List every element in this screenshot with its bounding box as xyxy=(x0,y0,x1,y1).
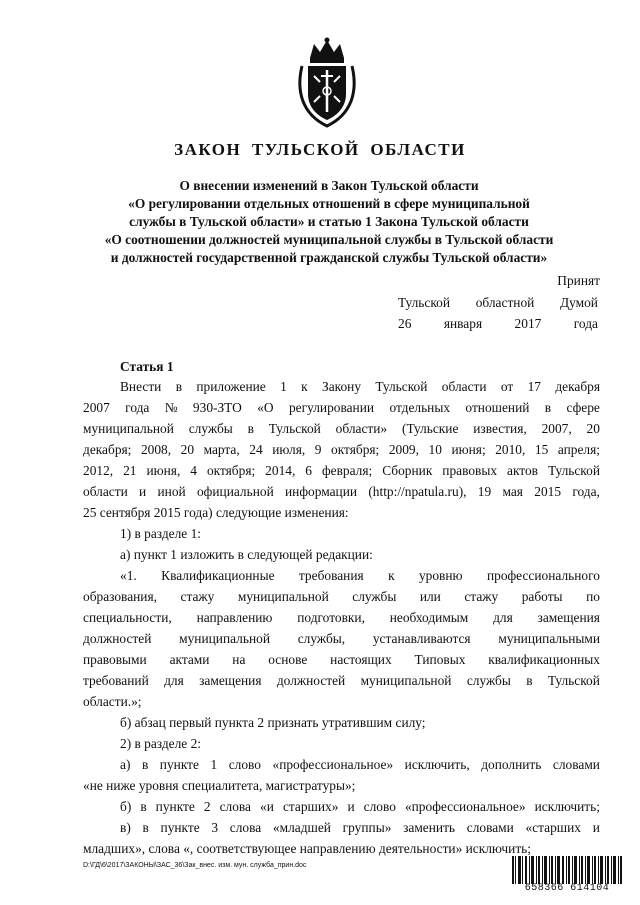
word: заменить xyxy=(403,820,456,835)
word: № xyxy=(164,400,178,415)
word: муниципальными xyxy=(498,631,600,646)
article-text-line xyxy=(120,757,600,773)
word: области» xyxy=(335,421,388,436)
word: иной xyxy=(157,484,186,499)
barcode xyxy=(511,856,623,894)
word: 21 xyxy=(123,463,137,478)
article-text-line xyxy=(83,484,600,500)
word: 17 xyxy=(527,379,541,394)
adopted-by-word: Думой xyxy=(559,295,598,310)
word: «и xyxy=(260,799,274,814)
article-text-line: 2) в разделе 2: xyxy=(120,736,202,751)
article-text-line: а) пункт 1 изложить в следующей редакции: xyxy=(120,547,373,562)
adoption-date-day: 26 xyxy=(398,316,412,331)
article-text-line: области.»; xyxy=(83,694,142,709)
word: по xyxy=(586,589,600,604)
article-text-line: 25 сентября 2015 года) следующие изменения: xyxy=(83,505,349,520)
word: 2014, xyxy=(265,463,296,478)
word: «младшей xyxy=(272,820,331,835)
word: и xyxy=(592,820,600,835)
word: муниципальной xyxy=(360,673,452,688)
subtitle-line: О внесении изменений в Закон Тульской области xyxy=(179,178,479,193)
word: Тульской xyxy=(268,421,321,436)
adopted-by-word: областной xyxy=(475,295,535,310)
word: 2009, xyxy=(388,442,419,457)
adoption-date-suffix: года xyxy=(573,316,598,331)
word: а) xyxy=(120,757,131,772)
word: Квалификационные xyxy=(161,568,275,583)
article-text-line xyxy=(83,610,600,626)
word: требований xyxy=(83,673,149,688)
word: работы xyxy=(521,589,563,604)
word: в xyxy=(544,400,552,415)
word: 15 xyxy=(534,442,549,457)
word: отдельных xyxy=(389,400,451,415)
word: или xyxy=(419,589,441,604)
article-heading: Статья 1 xyxy=(120,359,174,374)
word: (Тульские xyxy=(401,421,459,436)
word: службы, xyxy=(297,631,346,646)
word: к xyxy=(388,568,395,583)
word: устанавливаются xyxy=(372,631,471,646)
word: 930-ЗТО xyxy=(192,400,242,415)
word: к xyxy=(301,379,308,394)
word: 2015 xyxy=(534,484,562,499)
word: Закону xyxy=(321,379,362,394)
word: «профессиональное» xyxy=(404,799,526,814)
word: 1 xyxy=(210,757,218,772)
barcode-bars xyxy=(511,856,623,884)
subtitle-line: «О регулировании отдельных отношений в сфере муниципальной xyxy=(128,196,530,211)
word: июня, xyxy=(146,463,181,478)
subtitle-line: и должностей государственной гражданской службы Тульской области» xyxy=(110,250,548,265)
word: июля, xyxy=(272,442,306,457)
word: «профессиональное» xyxy=(272,757,394,772)
word: 20 xyxy=(586,421,600,436)
article-text-line: младших», слова «, соответствующее направлению деятельности» исключить; xyxy=(83,841,532,856)
adopted-by-word: Тульской xyxy=(398,295,451,310)
word: в xyxy=(142,820,149,835)
word: и xyxy=(139,484,147,499)
word: октября; xyxy=(206,463,256,478)
word: области xyxy=(441,379,487,394)
article-text-line: 1) в разделе 1: xyxy=(120,526,202,541)
word: муниципальной xyxy=(179,631,270,646)
word: службы xyxy=(466,673,511,688)
word: в xyxy=(140,799,147,814)
word: требования xyxy=(298,568,364,583)
article-text-line xyxy=(83,631,600,647)
word: в xyxy=(247,421,254,436)
barcode-number: 658366 614104 xyxy=(524,883,610,894)
word: Сборник xyxy=(382,463,433,478)
article-text-line: «не ниже уровня специалитета, магистратуры»; xyxy=(83,778,356,793)
word: регулировании xyxy=(288,400,375,415)
article-text-line xyxy=(83,463,600,479)
word: информации xyxy=(285,484,358,499)
word: службы xyxy=(352,589,397,604)
word: 3 xyxy=(211,820,219,835)
word: квалификационных xyxy=(488,652,600,667)
word: от xyxy=(500,379,514,394)
word: 2010, xyxy=(495,442,526,457)
word: 2012, xyxy=(83,463,114,478)
word: должностей xyxy=(276,673,346,688)
word: правовыми xyxy=(83,652,147,667)
word: приложение xyxy=(196,379,266,394)
word: актами xyxy=(169,652,210,667)
word: стажу xyxy=(464,589,499,604)
word: Внести xyxy=(120,379,162,394)
word: настоящих xyxy=(330,652,392,667)
word: мая xyxy=(502,484,523,499)
word: и xyxy=(347,799,355,814)
word: 2007, xyxy=(541,421,572,436)
word: 19 xyxy=(477,484,492,499)
word: в xyxy=(526,673,533,688)
law-title: ЗАКОН ТУЛЬСКОЙ ОБЛАСТИ xyxy=(174,140,466,159)
word: 1 xyxy=(280,379,287,394)
word: 4 xyxy=(190,463,197,478)
word: июня; xyxy=(451,442,486,457)
word: муниципальной xyxy=(237,589,329,604)
subtitle-line: «О соотношении должностей муниципальной службы в Тульской области xyxy=(104,232,554,247)
word: марта, xyxy=(203,442,240,457)
word: замещения xyxy=(537,610,600,625)
word: группы» xyxy=(342,820,392,835)
word: правовых xyxy=(442,463,498,478)
word: 6 xyxy=(305,463,312,478)
word: декабря xyxy=(555,379,600,394)
word: декабря; xyxy=(83,442,132,457)
word: уровню xyxy=(418,568,463,583)
article-text-line xyxy=(83,589,600,605)
word: для xyxy=(164,673,184,688)
article-text-line xyxy=(120,568,600,584)
word: стажу xyxy=(180,589,215,604)
word: «О xyxy=(257,400,274,415)
article-text-line xyxy=(83,673,600,689)
adoption-date-month: января xyxy=(443,316,483,331)
word: 9 xyxy=(314,442,322,457)
word: Тульской xyxy=(547,673,600,688)
word: (http://npatula.ru), xyxy=(368,484,467,499)
word: известия, xyxy=(473,421,527,436)
word: слова xyxy=(229,820,262,835)
word: исключить, xyxy=(404,757,470,772)
word: февраля; xyxy=(321,463,373,478)
word: словами xyxy=(466,820,514,835)
subtitle-line: службы в Тульской области» и статью 1 Закона Тульской области xyxy=(129,214,529,229)
word: направлению xyxy=(196,610,273,625)
word: в xyxy=(175,379,183,394)
file-path-footer: D:\ГД\6\2017\ЗАКОНЫ\ЗАС_36\Зак_внес. изм. мун. служба_прин.doc xyxy=(83,862,307,869)
word: для xyxy=(493,610,513,625)
tula-coat-of-arms-emblem xyxy=(296,36,358,128)
word: октября; xyxy=(331,442,380,457)
word: Тульской xyxy=(547,463,600,478)
article-text-line: б) абзац первый пункта 2 признать утратившим силу; xyxy=(120,715,426,730)
adopted-by xyxy=(398,295,598,311)
word: пункте xyxy=(155,799,195,814)
word: апреля; xyxy=(557,442,600,457)
word: сфере xyxy=(566,400,600,415)
word: словами xyxy=(552,757,600,772)
word: специальности, xyxy=(83,610,172,625)
word: года, xyxy=(572,484,600,499)
word: службы xyxy=(188,421,233,436)
word: пункте xyxy=(159,757,199,772)
article-text-line xyxy=(83,421,600,437)
word: 20 xyxy=(180,442,195,457)
word: 2 xyxy=(203,799,211,814)
article-text-line xyxy=(120,820,600,836)
word: старших» xyxy=(282,799,339,814)
word: образования, xyxy=(83,589,157,604)
word: 10 xyxy=(428,442,442,457)
word: актов xyxy=(507,463,538,478)
word: Типовых xyxy=(414,652,466,667)
word: слово xyxy=(228,757,261,772)
word: дополнить xyxy=(481,757,542,772)
adoption-date xyxy=(398,316,598,332)
word: в) xyxy=(120,820,131,835)
word: области xyxy=(83,484,128,499)
word: официальной xyxy=(196,484,274,499)
word: профессионального xyxy=(486,568,600,583)
article-text-line xyxy=(83,652,600,668)
article-text-line xyxy=(120,799,600,815)
article-text-line xyxy=(83,400,600,416)
word: «1. xyxy=(120,568,137,583)
word: б) xyxy=(120,799,132,814)
word: 2007 xyxy=(83,400,110,415)
word: 2008, xyxy=(140,442,172,457)
word: слова xyxy=(219,799,252,814)
word: отношений xyxy=(465,400,530,415)
adoption-date-year: 2017 xyxy=(514,316,542,331)
word: «старших xyxy=(525,820,581,835)
word: замещения xyxy=(199,673,262,688)
word: в xyxy=(141,757,149,772)
word: пункте xyxy=(160,820,200,835)
word: подготовки, xyxy=(297,610,365,625)
word: 24 xyxy=(249,442,263,457)
word: на xyxy=(232,652,246,667)
word: года xyxy=(125,400,150,415)
word: муниципальной xyxy=(83,421,174,436)
word: исключить; xyxy=(534,799,600,814)
adopted-label: Принят xyxy=(557,273,600,288)
word: Тульской xyxy=(375,379,428,394)
word: основе xyxy=(268,652,308,667)
word: слово xyxy=(363,799,396,814)
word: необходимым xyxy=(389,610,469,625)
article-text-line xyxy=(120,379,600,395)
word: должностей xyxy=(83,631,152,646)
article-text-line xyxy=(83,442,600,458)
